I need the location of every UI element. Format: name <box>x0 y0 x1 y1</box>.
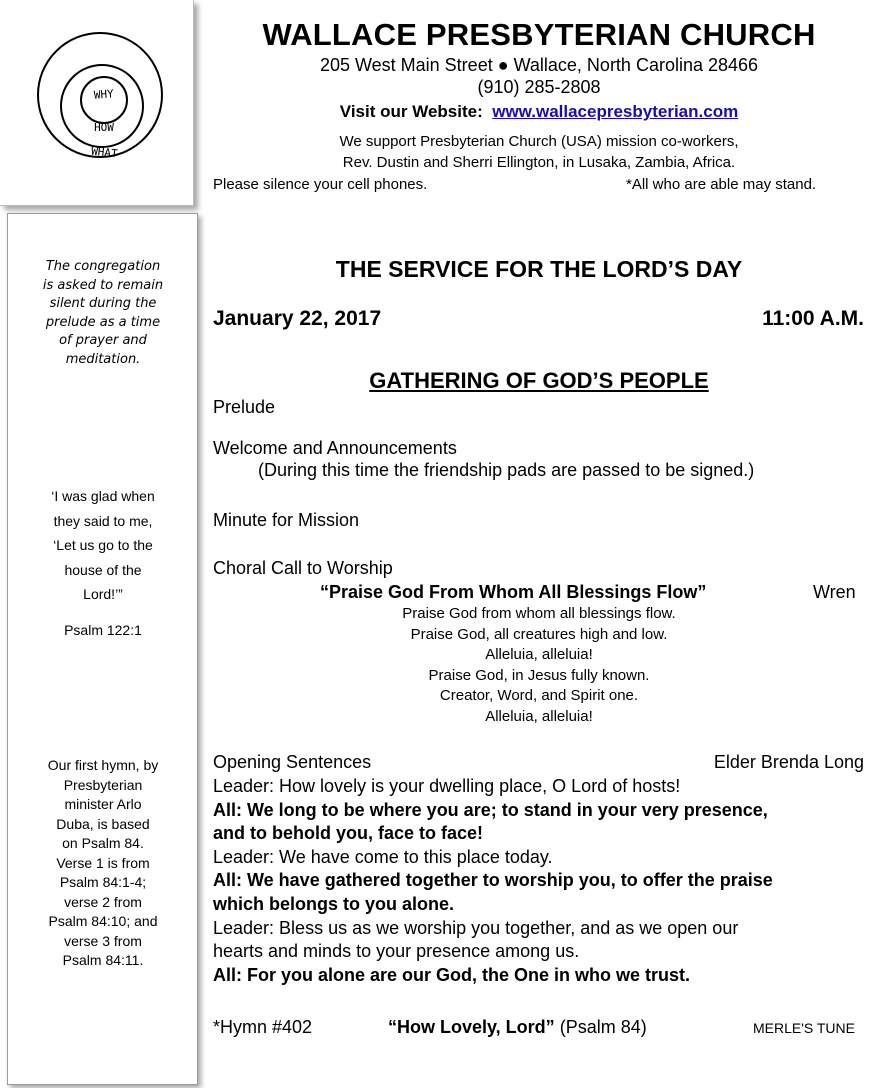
website-link[interactable]: www.wallacepresbyterian.com <box>492 102 739 121</box>
hymn-note-line: verse 2 from <box>64 893 142 910</box>
website-line <box>213 102 865 122</box>
welcome-note: (During this time the friendship pads are passed to be signed.) <box>258 460 755 480</box>
church-address: 205 West Main Street ● Wallace, North Carolina 28466 <box>319 55 759 75</box>
hymn-note-line: Our first hymn, by <box>47 757 159 773</box>
hymn-note-line: Verse 1 is from <box>56 854 150 871</box>
verse-line: house of the <box>64 561 142 578</box>
hymn-note-line: Psalm 84:11. <box>62 952 144 968</box>
congregation-line: All: For you alone are our God, the One in who we trust. <box>213 964 691 985</box>
choral-title: “Praise God From Whom All Blessings Flow” <box>320 582 707 602</box>
congregation-line: which belongs to you alone. <box>213 893 455 914</box>
leader-line: hearts and minds to your presence among us. <box>213 941 580 962</box>
minute-item: Minute for Mission <box>213 510 360 530</box>
hymn-psalm: (Psalm 84) <box>559 1017 647 1037</box>
logo-word-how: HOW <box>94 121 114 134</box>
verse-line: Lord!’” <box>83 586 123 602</box>
service-date: January 22, 2017 <box>213 307 382 330</box>
lyric-line: Praise God, all creatures high and low. <box>410 625 668 643</box>
logo-word-what: WHAT <box>90 144 119 161</box>
website-label: Visit our Website: <box>339 102 483 121</box>
leader-line: Leader: Bless us as we worship you together, and as we open our <box>213 917 739 938</box>
hymn-name <box>388 1017 647 1038</box>
logo-box <box>0 0 194 206</box>
hymn-note-line: Duba, is based <box>56 815 150 832</box>
sidebar-verse-ref: Psalm 122:1 <box>64 622 142 638</box>
responsive-reading <box>213 775 873 987</box>
hymn-title: “How Lovely, Lord” <box>388 1017 555 1037</box>
verse-line: they said to me, <box>53 512 153 529</box>
silence-note: Please silence your cell phones. <box>213 176 428 193</box>
choral-call-item: Choral Call to Worship <box>213 558 393 578</box>
verse-line: ‘Let us go to the <box>53 537 153 553</box>
sidebar-verse <box>14 484 192 607</box>
prelude-item: Prelude <box>213 397 276 417</box>
lyric-line: Praise God, in Jesus fully known. <box>428 666 650 684</box>
prelude-note <box>14 258 192 369</box>
why-how-what-logo <box>0 0 193 205</box>
hymn-note <box>14 756 192 971</box>
section-heading <box>213 368 865 394</box>
prelude-note-line: prelude as a time <box>45 314 161 330</box>
hymn-note-line: on Psalm 84. <box>62 835 144 851</box>
section-heading-text: GATHERING OF GOD’S PEOPLE <box>369 368 709 393</box>
mission-line-2: Rev. Dustin and Sherri Ellington, in Lusaka, Zambia, Africa. <box>342 154 736 171</box>
lyric-line: Creator, Word, and Spirit one. <box>439 687 639 704</box>
hymn-note-line: Psalm 84:10; and <box>48 913 158 929</box>
prelude-note-line: is asked to remain <box>42 277 164 293</box>
hymn-note-line: minister Arlo <box>64 796 142 812</box>
hymn-tune: MERLE'S TUNE <box>753 1020 855 1036</box>
mission-line-1: We support Presbyterian Church (USA) mission co-workers, <box>339 133 739 150</box>
prelude-note-line: meditation. <box>65 351 141 367</box>
church-name: WALLACE PRESBYTERIAN CHURCH <box>262 17 816 52</box>
welcome-item: Welcome and Announcements <box>213 438 457 458</box>
lyric-line: Alleluia, alleluia! <box>485 646 593 663</box>
hymn-note-line: Psalm 84:1-4; <box>59 874 147 890</box>
prelude-note-line: of prayer and <box>59 333 147 348</box>
leader-line: Leader: How lovely is your dwelling place, O Lord of hosts! <box>213 776 681 796</box>
church-phone: (910) 285-2808 <box>477 77 601 97</box>
leader-line: Leader: We have come to this place today. <box>213 846 553 867</box>
prelude-note-line: silent during the <box>49 296 157 311</box>
lyric-line: Praise God from whom all blessings flow. <box>402 605 676 622</box>
stand-note: *All who are able may stand. <box>626 176 817 193</box>
opening-leader: Elder Brenda Long <box>713 752 864 772</box>
congregation-line: and to behold you, face to face! <box>213 823 484 844</box>
congregation-line: All: We have gathered together to worship you, to offer the praise <box>213 870 773 891</box>
hymn-note-line: Presbyterian <box>63 776 143 793</box>
choral-lyrics <box>213 604 865 727</box>
service-title: THE SERVICE FOR THE LORD’S DAY <box>335 256 743 282</box>
choral-composer: Wren <box>813 582 856 602</box>
opening-sentences-item: Opening Sentences <box>213 752 372 772</box>
hymn-number: *Hymn #402 <box>213 1017 313 1037</box>
verse-line: ‘I was glad when <box>51 488 155 504</box>
logo-word-why: WHY <box>93 87 115 102</box>
lyric-line: Alleluia, alleluia! <box>485 707 593 725</box>
congregation-line: All: We long to be where you are; to stand in your very presence, <box>213 799 768 820</box>
prelude-note-line: The congregation <box>45 259 161 274</box>
service-time: 11:00 A.M. <box>762 307 864 330</box>
hymn-note-line: verse 3 from <box>64 932 142 949</box>
